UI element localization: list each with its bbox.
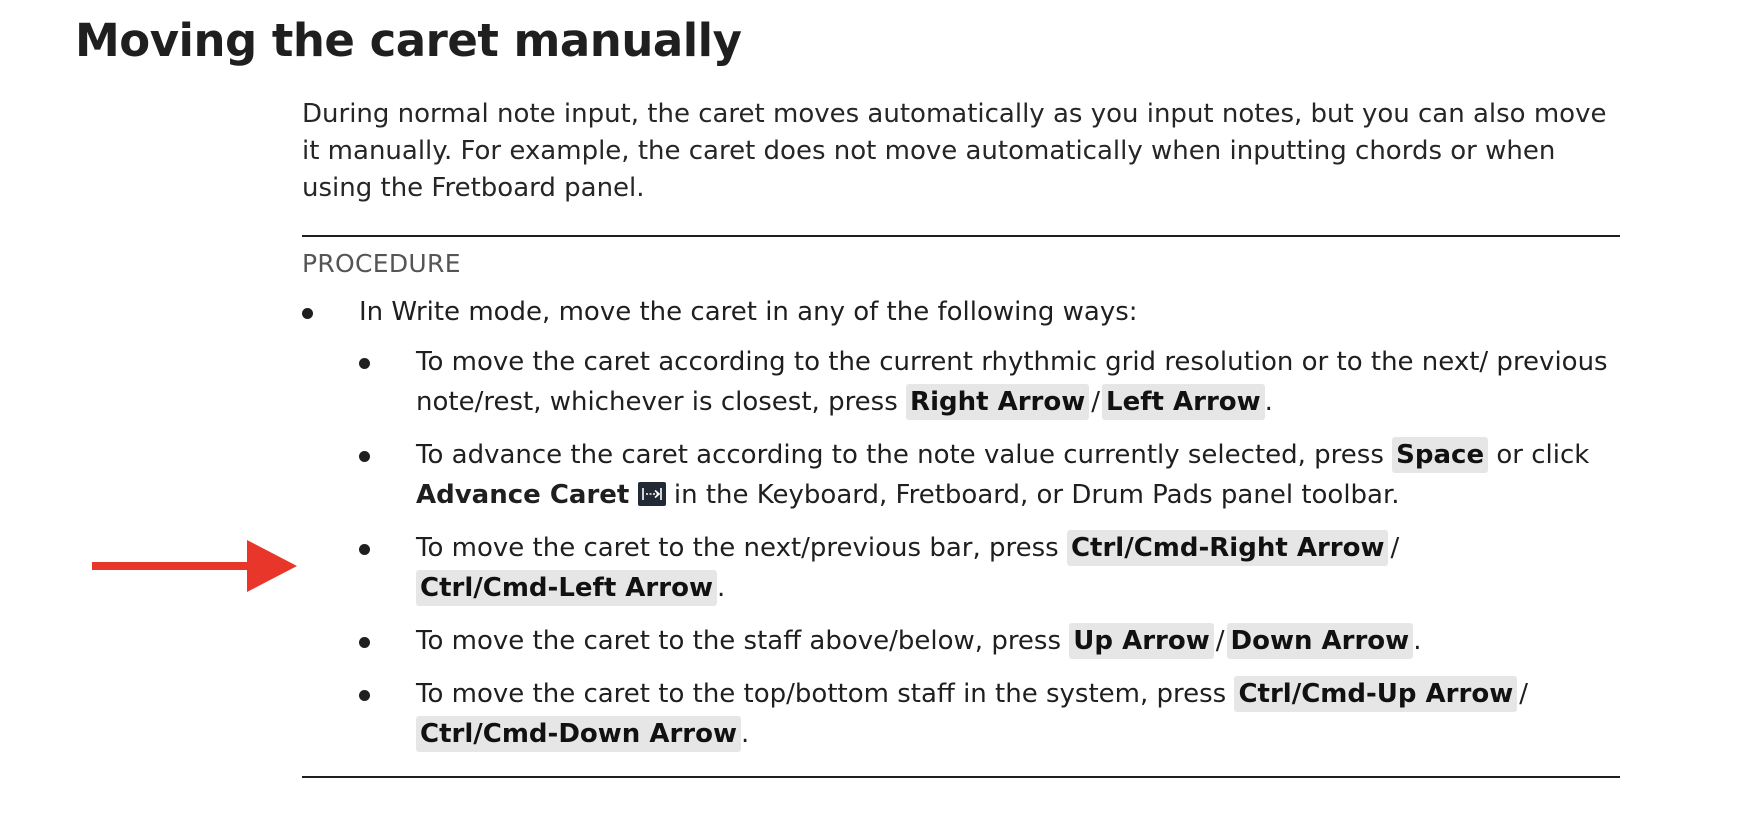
shortcut-up-arrow: Up Arrow bbox=[1069, 623, 1213, 659]
item-end: . bbox=[741, 719, 750, 749]
item-mid-text: or click bbox=[1496, 440, 1590, 470]
bullet-icon bbox=[359, 451, 370, 462]
shortcut-ctrl-cmd-down-arrow: Ctrl/Cmd-Down Arrow bbox=[416, 716, 741, 752]
shortcut-down-arrow: Down Arrow bbox=[1227, 623, 1414, 659]
item-tail-text: in the Keyboard, Fretboard, or Drum Pads panel toolbar. bbox=[673, 480, 1400, 510]
main-content bbox=[302, 96, 1620, 778]
shortcut-ctrl-cmd-up-arrow: Ctrl/Cmd-Up Arrow bbox=[1234, 676, 1517, 712]
item-end: . bbox=[1264, 387, 1273, 417]
procedure-list bbox=[302, 292, 1620, 754]
item-end: . bbox=[716, 573, 726, 603]
shortcut-ctrl-cmd-left-arrow: Ctrl/Cmd-Left Arrow bbox=[416, 570, 717, 606]
item-text: To move the caret to the top/bottom staff in the system, press bbox=[416, 679, 1227, 709]
bullet-icon bbox=[359, 637, 370, 648]
item-text: To advance the caret according to the note value currently selected, press bbox=[416, 440, 1384, 470]
procedure-bottom-divider bbox=[302, 776, 1620, 778]
procedure-step-text: In Write mode, move the caret in any of the following ways: bbox=[359, 297, 1138, 327]
bullet-icon bbox=[302, 308, 313, 319]
list-item bbox=[359, 528, 1620, 608]
bullet-icon bbox=[359, 690, 370, 701]
item-end: . bbox=[1413, 626, 1422, 656]
red-arrow-icon bbox=[92, 540, 297, 592]
bullet-icon bbox=[359, 544, 370, 555]
shortcut-space: Space bbox=[1392, 437, 1488, 473]
list-item bbox=[359, 435, 1620, 515]
advance-caret-label: Advance Caret bbox=[416, 480, 630, 510]
advance-caret-icon bbox=[638, 482, 666, 506]
shortcut-separator: / bbox=[1519, 679, 1528, 709]
procedure-sublist bbox=[359, 342, 1620, 754]
list-item bbox=[359, 621, 1620, 661]
bullet-icon bbox=[359, 358, 370, 369]
shortcut-separator: / bbox=[1390, 533, 1400, 563]
page-title: Moving the caret manually bbox=[75, 14, 742, 67]
list-item bbox=[359, 674, 1620, 754]
procedure-label: PROCEDURE bbox=[302, 249, 461, 278]
procedure-top-divider bbox=[302, 235, 1620, 237]
shortcut-ctrl-cmd-right-arrow: Ctrl/Cmd-Right Arrow bbox=[1067, 530, 1389, 566]
shortcut-separator: / bbox=[1091, 387, 1100, 417]
intro-paragraph: During normal note input, the caret moves automatically as you input notes, but you can also move it manually. For example, the caret does not move automatically when inputting chords or when using the Fretboard panel. bbox=[302, 99, 1607, 203]
shortcut-left-arrow: Left Arrow bbox=[1102, 384, 1265, 420]
procedure-step bbox=[302, 292, 1620, 754]
shortcut-right-arrow: Right Arrow bbox=[906, 384, 1089, 420]
item-text: To move the caret to the staff above/below, press bbox=[416, 626, 1062, 656]
item-text: To move the caret according to the current rhythmic grid resolution or to the next/ previous note/rest, whichever is closest, press bbox=[416, 347, 1608, 417]
item-text: To move the caret to the next/previous bar, press bbox=[416, 533, 1059, 563]
shortcut-separator: / bbox=[1215, 626, 1225, 656]
list-item bbox=[359, 342, 1620, 422]
